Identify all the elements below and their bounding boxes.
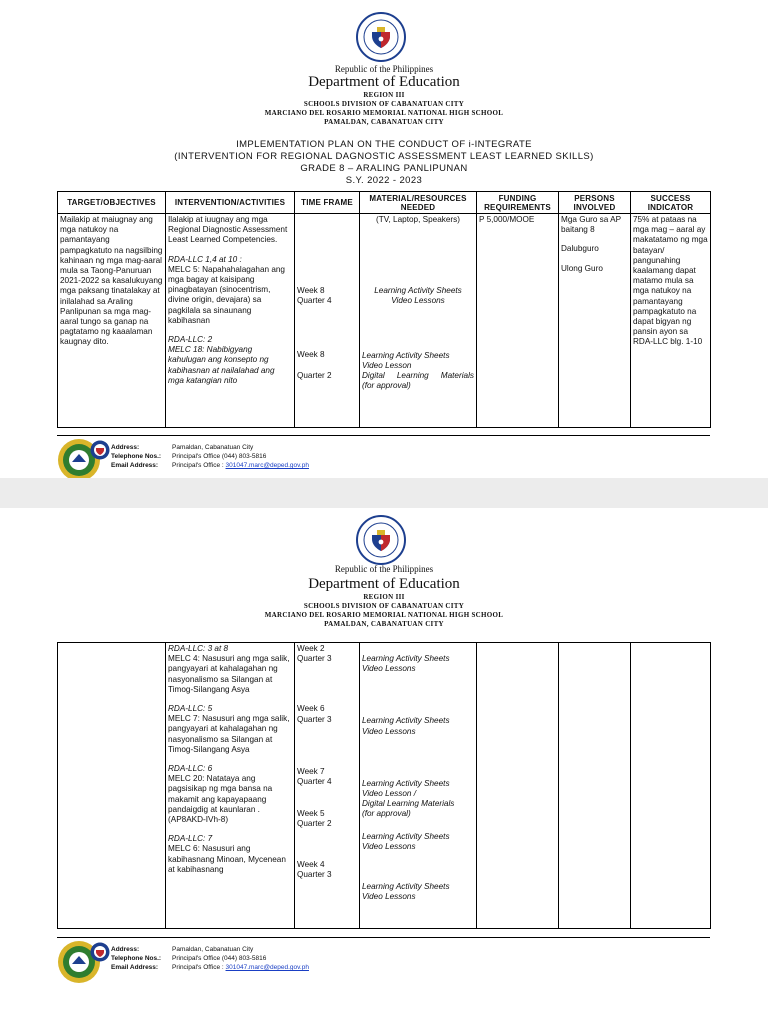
- melc-text: MELC 20: Natataya ang pagsisikap ng mga bansa na makamit ang kapayapaang pandaigdig at kaunlaran . (AP8AKD-IVh-8): [168, 774, 273, 825]
- email-prefix: Principal's Office :: [172, 964, 224, 971]
- time-quarter: Quarter 3: [297, 714, 332, 724]
- materials-equipment: (TV, Laptop, Speakers): [376, 215, 460, 224]
- materials-item: Learning Activity Sheets: [362, 831, 450, 841]
- header-target: TARGET/OBJECTIVES: [58, 192, 166, 214]
- address-label: Address:: [111, 444, 140, 451]
- materials-item: Video Lessons: [362, 841, 416, 851]
- materials-item: Learning Activity Sheets: [362, 882, 450, 892]
- time-week: Week 6: [297, 704, 325, 714]
- school-line: MARCIANO DEL ROSARIO MEMORIAL NATIONAL HIGH SCHOOL: [264, 109, 504, 117]
- melc-text: MELC 6: Nasusuri ang kabihasnang Minoan, Mycenean at kabihasnang: [168, 844, 286, 874]
- email-label: Email Address:: [111, 462, 159, 469]
- materials-item: Learning Activity Sheets: [362, 778, 450, 788]
- funding-text: P 5,000/MOOE: [479, 215, 535, 224]
- time-frame-cell: [295, 643, 360, 929]
- header-persons: PERSONS INVOLVED: [559, 192, 631, 214]
- materials-item: Learning Activity Sheets: [374, 286, 462, 296]
- success-text: 75% at pataas na mga mag – aaral ay makatatamo ng mga batayan/ pangunahing kaalamang dapat matamo mula sa mga natukoy na pamantayang pampagkatuto na dapat bigyan ng pansin ayon sa RDA-LLC blg. 1-10: [633, 215, 708, 347]
- time-week: Week 2: [297, 644, 325, 653]
- persons-text: Dalubguro: [561, 244, 599, 254]
- melc-text: MELC 4: Nasusuri ang mga salik, pangyayari at kahalagahan ng nasyonalismo sa Silangan at Timog-Silangang Asya: [168, 654, 290, 694]
- region-line: REGION III: [363, 593, 405, 601]
- deped-logo-icon: [90, 942, 110, 962]
- success-cell: [631, 643, 711, 929]
- plan-title-4: S.Y. 2022 - 2023: [345, 175, 423, 186]
- time-week: Week 5: [297, 809, 325, 819]
- rda-code: RDA-LLC 1,4 at 10 :: [168, 254, 242, 264]
- materials-item: Digital Learning Materials: [362, 799, 455, 809]
- funding-cell: [477, 643, 559, 929]
- email-link[interactable]: 301047.marc@deped.gov.ph: [225, 462, 309, 469]
- time-frame-cell: [295, 214, 360, 428]
- telephone-label: Telephone Nos.:: [111, 955, 162, 962]
- persons-text: Ulong Guro: [561, 263, 603, 273]
- objective-cell: [58, 214, 166, 428]
- materials-cell: [360, 214, 477, 428]
- document-page-1: [0, 0, 768, 478]
- materials-item: Video Lesson /: [362, 789, 417, 799]
- implementation-plan-table: [57, 191, 711, 428]
- deped-seal-icon: [356, 515, 406, 565]
- deped-seal-icon: [356, 12, 406, 62]
- materials-item: (for approval): [362, 381, 411, 391]
- telephone-label: Telephone Nos.:: [111, 453, 162, 460]
- header-materials: MATERIAL/RESOURCES NEEDED: [360, 192, 477, 214]
- footer-contact: [111, 945, 309, 972]
- plan-title-1: IMPLEMENTATION PLAN ON THE CONDUCT OF i-INTEGRATE: [236, 139, 532, 150]
- objective-text: Mailakip at maiugnay ang mga natukoy na pamantayang pampagkatuto na nagsilbing kahinaan ng mga mag-aaral mula sa Taong-Panuruan 2021-2022 sa kasalukuyang mga paksang tinatalakay at inilalahad sa Araling Panlipunan sa mga mag-aaral tungo sa ganap na pagtatamo ng kaaalaman kaugnay dito.: [60, 215, 163, 347]
- persons-cell: [559, 214, 631, 428]
- school-address-line: PAMALDAN, CABANATUAN CITY: [324, 118, 444, 126]
- republic-line: Republic of the Philippines: [334, 64, 434, 74]
- address-value: Pamaldan, Cabanatuan City: [172, 444, 254, 451]
- materials-item: Learning Activity Sheets: [362, 654, 450, 663]
- division-line: SCHOOLS DIVISION OF CABANATUAN CITY: [303, 602, 465, 610]
- table-row: [58, 643, 711, 929]
- region-line: REGION III: [363, 91, 405, 99]
- footer-contact: [111, 443, 309, 470]
- footer-divider: [57, 435, 710, 436]
- time-week: Week 8: [297, 350, 325, 360]
- time-quarter: Quarter 2: [297, 370, 332, 380]
- rda-code: RDA-LLC: 6: [168, 764, 213, 774]
- plan-title-3: GRADE 8 – ARALING PANLIPUNAN: [300, 163, 468, 174]
- time-quarter: Quarter 2: [297, 819, 332, 829]
- time-quarter: Quarter 3: [297, 869, 332, 879]
- rda-code: RDA-LLC: 3 at 8: [168, 644, 229, 653]
- intervention-cell: [166, 643, 295, 929]
- time-week: Week 4: [297, 859, 325, 869]
- funding-cell: [477, 214, 559, 428]
- success-cell: [631, 214, 711, 428]
- plan-title-2: (INTERVENTION FOR REGIONAL DAGNOSTIC ASSESSMENT LEAST LEARNED SKILLS): [174, 151, 594, 162]
- department-name: Department of Education: [308, 576, 460, 592]
- time-quarter: Quarter 4: [297, 296, 332, 306]
- deped-logo-icon: [90, 440, 110, 460]
- time-week: Week 8: [297, 286, 325, 295]
- materials-item: (for approval): [362, 809, 411, 819]
- table-header-row: [58, 192, 711, 214]
- table-row: [58, 214, 711, 428]
- footer-divider: [57, 937, 710, 938]
- materials-item: Learning Activity Sheets: [362, 716, 450, 726]
- email-link[interactable]: 301047.marc@deped.gov.ph: [225, 964, 309, 971]
- page-separator: [0, 478, 768, 508]
- school-line: MARCIANO DEL ROSARIO MEMORIAL NATIONAL HIGH SCHOOL: [264, 611, 504, 619]
- school-address-line: PAMALDAN, CABANATUAN CITY: [324, 620, 444, 628]
- implementation-plan-table-continued: [57, 642, 711, 929]
- persons-cell: [559, 643, 631, 929]
- time-week: Week 7: [297, 766, 325, 776]
- melc-text: MELC 18: Nabibigyang kahulugan ang konsepto ng kabihasnan at nailalahad ang mga katangian nito: [168, 345, 275, 385]
- time-quarter: Quarter 3: [297, 654, 332, 664]
- persons-text: Mga Guro sa AP baitang 8: [561, 215, 621, 235]
- intervention-intro: Ilalakip at iuugnay ang mga Regional Diagnostic Assessment Least Learned Competencies.: [168, 215, 288, 245]
- header-intervention: INTERVENTION/ACTIVITIES: [166, 192, 295, 214]
- materials-item: Video Lessons: [362, 664, 416, 674]
- materials-cell: [360, 643, 477, 929]
- melc-text: MELC 5: Napahahalagahan ang mga bagay at kaisipang pinagbatayan (sinocentrism, divine origin, devajara) sa pagkilala sa sinaunang kabihasnan: [168, 264, 285, 325]
- materials-item: Video Lessons: [391, 296, 445, 306]
- header-funding: FUNDING REQUIREMENTS: [477, 192, 559, 214]
- department-name: Department of Education: [308, 74, 460, 90]
- materials-item: Video Lessons: [362, 892, 416, 902]
- rda-code: RDA-LLC: 2: [168, 335, 213, 345]
- email-prefix: Principal's Office :: [172, 462, 224, 469]
- materials-item: Video Lesson: [362, 360, 412, 370]
- materials-item: Learning Activity Sheets: [362, 350, 450, 360]
- rda-code: RDA-LLC: 5: [168, 704, 213, 714]
- division-line: SCHOOLS DIVISION OF CABANATUAN CITY: [303, 100, 465, 108]
- time-quarter: Quarter 4: [297, 777, 332, 787]
- telephone-value: Principal's Office (044) 803-5816: [172, 453, 267, 460]
- document-page-2: [0, 508, 768, 1024]
- melc-text: MELC 7: Nasusuri ang mga salik, pangyayari at kahalagahan ng nasyonalismo sa Silangan at Timog-Silangang Asya: [168, 714, 290, 754]
- republic-line: Republic of the Philippines: [334, 564, 434, 574]
- address-value: Pamaldan, Cabanatuan City: [172, 946, 254, 953]
- email-label: Email Address:: [111, 964, 159, 971]
- telephone-value: Principal's Office (044) 803-5816: [172, 955, 267, 962]
- materials-item: Video Lessons: [362, 726, 416, 736]
- rda-code: RDA-LLC: 7: [168, 834, 213, 844]
- address-label: Address:: [111, 946, 140, 953]
- header-time-frame: TIME FRAME: [295, 192, 360, 214]
- header-success: SUCCESS INDICATOR: [631, 192, 711, 214]
- intervention-cell: [166, 214, 295, 428]
- objective-cell: [58, 643, 166, 929]
- materials-item: Digital Learning Materials: [362, 371, 474, 381]
